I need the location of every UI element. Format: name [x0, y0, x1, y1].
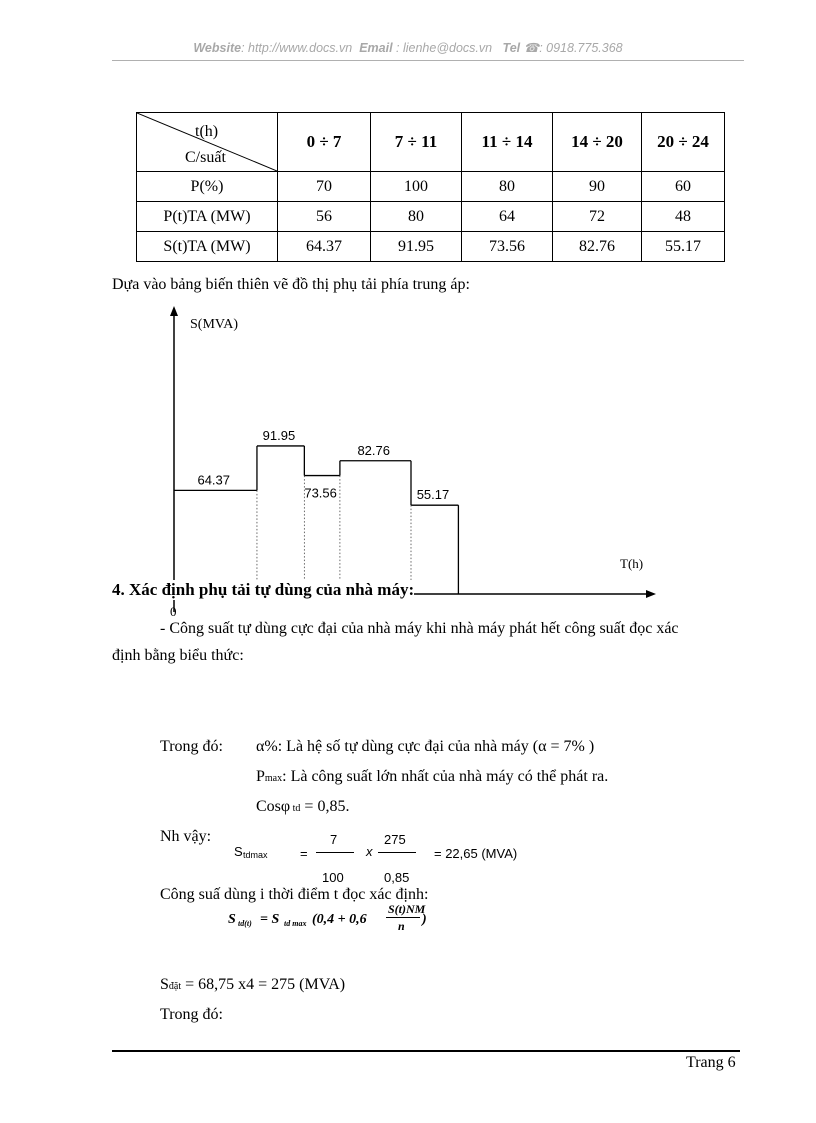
table-cell: 60 — [642, 172, 725, 202]
symbol-s: S — [228, 912, 236, 927]
definition-pmax — [256, 768, 608, 786]
table-row — [137, 202, 725, 232]
table-cell: 100 — [371, 172, 462, 202]
page-header — [0, 40, 816, 55]
formula-text: = S — [260, 912, 280, 927]
definition-cos — [256, 798, 349, 816]
fraction-num: 7 — [330, 832, 338, 847]
formula-std-t — [228, 902, 448, 934]
table-cell: 91.95 — [371, 232, 462, 262]
definition-text: : Là công suất lớn nhất của nhà máy có thể phát ra. — [282, 768, 609, 785]
x-axis-arrow — [646, 590, 656, 598]
fraction-bar — [316, 852, 354, 853]
formula-text: ) — [422, 912, 427, 927]
step-value-label: 91.95 — [262, 427, 296, 443]
label-nhu-vay: Nh vậy: — [160, 828, 212, 845]
fraction-den: 100 — [322, 870, 344, 885]
alpha-symbol: α — [538, 738, 547, 755]
table-cell: 72 — [553, 202, 642, 232]
row-label: P(t)TA (MW) — [137, 202, 278, 232]
table-cell: 90 — [553, 172, 642, 202]
paragraph-line: định bằng biểu thức: — [112, 647, 244, 664]
email-value: : lienhe@docs.vn — [396, 41, 493, 55]
table-header-cell: 20 ÷ 24 — [642, 113, 725, 172]
calc-result: = 22,65 (MVA) — [434, 846, 518, 861]
label-trong-do: Trong đó: — [160, 1006, 223, 1023]
corner-bottom-label: C/suất — [185, 149, 226, 166]
fraction-num: 275 — [384, 832, 406, 847]
table-cell: 70 — [278, 172, 371, 202]
email-label: Email — [359, 41, 393, 55]
table-cell: 64 — [462, 202, 553, 232]
fraction-bar — [386, 917, 420, 918]
subscript: tdmax — [243, 850, 268, 860]
calc-std-max — [234, 830, 554, 886]
footer-rule — [112, 1050, 740, 1052]
fraction-den: n — [398, 919, 405, 933]
subscript: td — [290, 803, 301, 814]
load-table — [136, 112, 725, 262]
times-sign: x — [366, 844, 373, 859]
fraction-num: S(t)NM — [388, 902, 426, 916]
paragraph-line: Công suấ dùng i thời điểm t đọc xác định: — [160, 886, 429, 903]
table-header-cell: 7 ÷ 11 — [371, 113, 462, 172]
sdat-text: = 68,75 x4 = 275 (MVA) — [181, 976, 346, 993]
step-value-label: 73.56 — [304, 485, 337, 501]
fraction-bar — [378, 852, 416, 853]
equals-sign: = — [300, 846, 308, 861]
table-cell: 80 — [371, 202, 462, 232]
table-cell: 73.56 — [462, 232, 553, 262]
alpha-symbol: α — [256, 738, 265, 755]
subscript: max — [264, 773, 283, 784]
table-header-cell: 11 ÷ 14 — [462, 113, 553, 172]
definition-alpha — [256, 738, 594, 756]
x-axis-label: T(h) — [620, 556, 644, 571]
symbol-s: S — [234, 844, 243, 859]
sdat-line — [160, 976, 345, 994]
page-number: Trang 6 — [686, 1054, 736, 1071]
table-row — [137, 232, 725, 262]
header-rule — [112, 60, 744, 61]
table-corner-cell — [137, 113, 278, 172]
phone-icon: ☎ — [523, 41, 540, 55]
step-value-label: 82.76 — [357, 442, 390, 458]
label-trong-do: Trong đó: — [160, 738, 223, 755]
table-cell: 80 — [462, 172, 553, 202]
subscript: td(t) — [238, 919, 252, 928]
subscript: đặt — [168, 981, 182, 992]
section-title: 4. Xác định phụ tải tự dùng của nhà máy: — [112, 580, 415, 599]
y-axis-arrow — [170, 306, 178, 316]
row-label: P(%) — [137, 172, 278, 202]
table-cell: 82.76 — [553, 232, 642, 262]
tel-value: : 0918.775.368 — [539, 41, 623, 55]
step-value-label: 64.37 — [197, 472, 231, 488]
intro-text: Dựa vào bảng biến thiên vẽ đồ thị phụ tải phía trung áp: — [112, 276, 470, 293]
table-cell: 64.37 — [278, 232, 371, 262]
fraction-den: 0,85 — [384, 870, 410, 885]
table-cell: 48 — [642, 202, 725, 232]
table-header-cell: 14 ÷ 20 — [553, 113, 642, 172]
definition-text: = 0,85. — [300, 798, 350, 815]
symbol-p: P — [256, 768, 265, 785]
phi-symbol: φ — [280, 798, 291, 815]
subscript: td max — [284, 919, 307, 928]
row-label: S(t)TA (MW) — [137, 232, 278, 262]
table-header-cell: 0 ÷ 7 — [278, 113, 371, 172]
definition-text: %: Là hệ số tự dùng cực đại của nhà máy ( — [264, 738, 539, 755]
origin-label: 0 — [170, 604, 177, 619]
table-cell: 56 — [278, 202, 371, 232]
website-value: : http://www.docs.vn — [241, 41, 353, 55]
symbol-s: S — [160, 976, 169, 993]
step-value-label: 55.17 — [416, 487, 450, 503]
table-row — [137, 172, 725, 202]
symbol-cos: Cos — [256, 798, 281, 815]
y-axis-label: S(MVA) — [190, 317, 238, 332]
formula-text: (0,4 + 0,6 — [312, 912, 367, 927]
table-cell: 55.17 — [642, 232, 725, 262]
paragraph-line: - Công suất tự dùng cực đại của nhà máy khi nhà máy phát hết công suất đọc xác — [160, 620, 679, 637]
tel-label: Tel — [502, 41, 521, 55]
website-label: Website — [193, 41, 242, 55]
corner-top-label: t(h) — [195, 123, 219, 140]
definition-text: = 7% ) — [546, 738, 595, 755]
